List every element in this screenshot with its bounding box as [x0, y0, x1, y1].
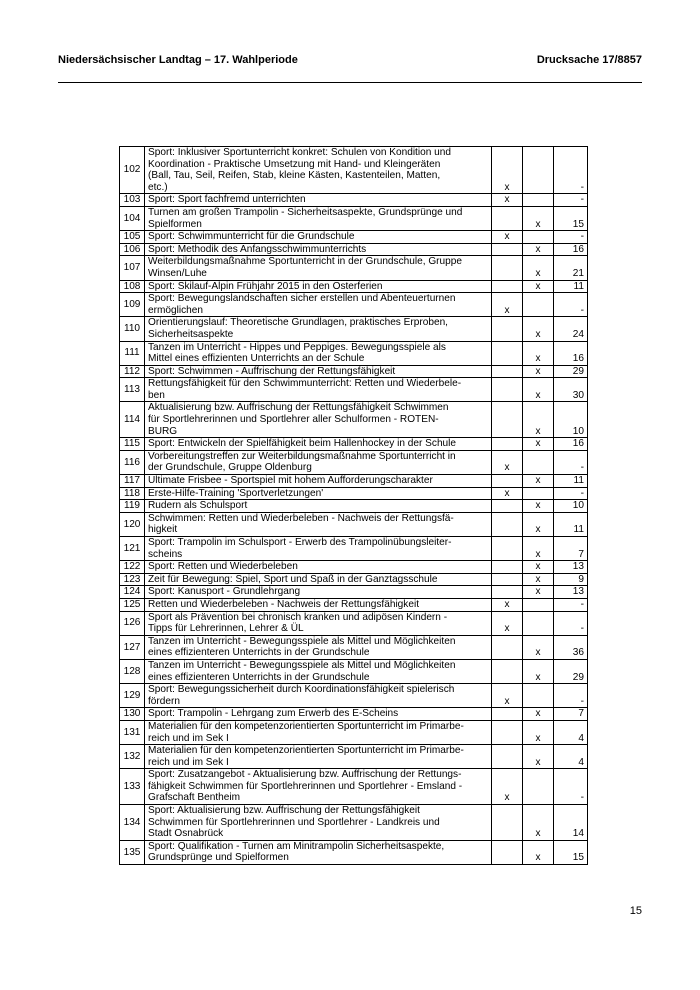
row-number: 102 — [120, 147, 145, 194]
header-title: Niedersächsischer Landtag – 17. Wahlperiode — [58, 54, 298, 66]
course-title — [145, 561, 492, 574]
course-title — [145, 402, 492, 438]
mark-column-2: x — [523, 243, 554, 256]
course-title — [145, 293, 492, 317]
course-title-line: Sport: Bewegungssicherheit durch Koordinationsfähigkeit spielerisch — [148, 684, 455, 696]
course-title — [145, 537, 492, 561]
course-title-line: etc.) — [148, 181, 168, 193]
course-title-line: Sport: Entwickeln der Spielfähigkeit beim Hallenhockey in der Schule — [148, 438, 457, 450]
table-row — [120, 475, 588, 488]
row-number: 126 — [120, 611, 145, 635]
row-number: 131 — [120, 720, 145, 744]
participant-count: - — [554, 231, 588, 244]
mark-column-2: x — [523, 708, 554, 721]
mark-column-2: x — [523, 805, 554, 841]
mark-column-1 — [492, 635, 523, 659]
participant-count: 4 — [554, 720, 588, 744]
course-title — [145, 438, 492, 451]
course-title-line: BURG — [148, 425, 178, 437]
course-title-line: Sport: Schwimmen - Auffrischung der Rettungsfähigkeit — [148, 365, 396, 377]
course-title-line: Sport: Trampolin - Lehrgang zum Erwerb des E-Scheins — [148, 708, 399, 720]
participant-count: 13 — [554, 586, 588, 599]
course-title-line: Weiterbildungsmaßnahme Sportunterricht in der Grundschule, Gruppe — [148, 256, 463, 268]
mark-column-2: x — [523, 537, 554, 561]
mark-column-1: x — [492, 598, 523, 611]
participant-count: 16 — [554, 243, 588, 256]
table-row — [120, 450, 588, 474]
mark-column-2: x — [523, 720, 554, 744]
mark-column-2: x — [523, 256, 554, 280]
row-number: 120 — [120, 512, 145, 536]
course-title — [145, 745, 492, 769]
course-title — [145, 586, 492, 599]
mark-column-2: x — [523, 500, 554, 513]
participant-count: 24 — [554, 317, 588, 341]
participant-count: 7 — [554, 708, 588, 721]
course-title-line: eines effizienteren Unterrichts in der Grundschule — [148, 647, 370, 659]
mark-column-2: x — [523, 659, 554, 683]
row-number: 124 — [120, 586, 145, 599]
course-title-line: Tanzen im Unterricht - Bewegungsspiele als Mittel und Möglichkeiten — [148, 635, 456, 647]
course-title — [145, 256, 492, 280]
mark-column-2 — [523, 684, 554, 708]
course-title — [145, 341, 492, 365]
course-title-line: Tipps für Lehrerinnen, Lehrer & ÜL — [148, 623, 304, 635]
course-title-line: Materialien für den kompetenzorientierten Sportunterricht im Primarbe- — [148, 720, 464, 732]
table-row — [120, 402, 588, 438]
table-row — [120, 635, 588, 659]
table-row — [120, 243, 588, 256]
mark-column-1 — [492, 586, 523, 599]
row-number: 108 — [120, 280, 145, 293]
table-row — [120, 598, 588, 611]
mark-column-1 — [492, 537, 523, 561]
document-number: Drucksache 17/8857 — [536, 54, 642, 66]
course-title — [145, 573, 492, 586]
table-row — [120, 317, 588, 341]
participant-count: - — [554, 194, 588, 207]
mark-column-1 — [492, 402, 523, 438]
mark-column-1 — [492, 720, 523, 744]
row-number: 118 — [120, 487, 145, 500]
mark-column-2 — [523, 231, 554, 244]
row-number: 134 — [120, 805, 145, 841]
row-number: 135 — [120, 840, 145, 864]
course-title-line: Winsen/Luhe — [148, 267, 207, 279]
mark-column-2 — [523, 293, 554, 317]
course-title-line: Sport: Methodik des Anfangsschwimmunterrichts — [148, 243, 367, 255]
mark-column-1 — [492, 341, 523, 365]
mark-column-1 — [492, 500, 523, 513]
course-title-line: Rettungsfähigkeit für den Schwimmunterricht: Retten und Wiederbele- — [148, 378, 462, 390]
mark-column-1 — [492, 805, 523, 841]
course-title-line: reich und im Sek I — [148, 732, 229, 744]
row-number: 110 — [120, 317, 145, 341]
participant-count: 15 — [554, 206, 588, 230]
participant-count: 13 — [554, 561, 588, 574]
course-title-line: ben — [148, 389, 165, 401]
table-row — [120, 561, 588, 574]
participant-count: 30 — [554, 378, 588, 402]
mark-column-1 — [492, 708, 523, 721]
participant-count: 11 — [554, 475, 588, 488]
course-title-line: Rudern als Schulsport — [148, 500, 248, 512]
participant-count: 7 — [554, 537, 588, 561]
course-title — [145, 487, 492, 500]
table-row — [120, 231, 588, 244]
participant-count: 11 — [554, 280, 588, 293]
table-row — [120, 611, 588, 635]
participant-count: - — [554, 147, 588, 194]
table-row — [120, 341, 588, 365]
course-title — [145, 684, 492, 708]
row-number: 114 — [120, 402, 145, 438]
table-row — [120, 840, 588, 864]
course-title-line: Ultimate Frisbee - Sportspiel mit hohem Aufforderungscharakter — [148, 475, 433, 487]
course-title — [145, 147, 492, 194]
table-row — [120, 769, 588, 805]
course-title-line: reich und im Sek I — [148, 756, 229, 768]
mark-column-1 — [492, 659, 523, 683]
mark-column-2 — [523, 147, 554, 194]
mark-column-1: x — [492, 769, 523, 805]
row-number: 123 — [120, 573, 145, 586]
mark-column-1: x — [492, 450, 523, 474]
row-number: 119 — [120, 500, 145, 513]
course-title — [145, 840, 492, 864]
row-number: 105 — [120, 231, 145, 244]
table-row — [120, 720, 588, 744]
course-title — [145, 659, 492, 683]
course-title-line: Tanzen im Unterricht - Bewegungsspiele als Mittel und Möglichkeiten — [148, 659, 456, 671]
table-row — [120, 194, 588, 207]
course-title — [145, 231, 492, 244]
course-title — [145, 769, 492, 805]
course-title-line: scheins — [148, 548, 183, 560]
participant-count: 29 — [554, 659, 588, 683]
course-title-line: Zeit für Bewegung: Spiel, Sport und Spaß in der Ganztagsschule — [148, 573, 438, 585]
row-number: 111 — [120, 341, 145, 365]
course-title — [145, 317, 492, 341]
participant-count: - — [554, 598, 588, 611]
participant-count: 16 — [554, 438, 588, 451]
participant-count: 11 — [554, 512, 588, 536]
table-row — [120, 512, 588, 536]
participant-count: 21 — [554, 256, 588, 280]
mark-column-1 — [492, 475, 523, 488]
page-header — [58, 54, 642, 70]
participant-count: 15 — [554, 840, 588, 864]
mark-column-1: x — [492, 611, 523, 635]
course-title — [145, 243, 492, 256]
mark-column-1 — [492, 378, 523, 402]
mark-column-2: x — [523, 365, 554, 378]
table-row — [120, 745, 588, 769]
course-title — [145, 512, 492, 536]
row-number: 112 — [120, 365, 145, 378]
mark-column-1: x — [492, 293, 523, 317]
course-title-line: Sicherheitsaspekte — [148, 328, 234, 340]
participant-count: - — [554, 487, 588, 500]
mark-column-2: x — [523, 341, 554, 365]
mark-column-2 — [523, 769, 554, 805]
course-title — [145, 500, 492, 513]
course-title — [145, 720, 492, 744]
table-row — [120, 206, 588, 230]
course-title — [145, 450, 492, 474]
row-number: 113 — [120, 378, 145, 402]
mark-column-2: x — [523, 206, 554, 230]
course-title-line: Vorbereitungstreffen zur Weiterbildungsmaßnahme Sportunterricht in — [148, 450, 456, 462]
course-title-line: Schwimmen für Sportlehrerinnen und Sportlehrer - Landkreis und — [148, 816, 440, 828]
mark-column-2: x — [523, 280, 554, 293]
mark-column-1 — [492, 365, 523, 378]
participant-count: 9 — [554, 573, 588, 586]
participant-count: - — [554, 293, 588, 317]
participant-count: - — [554, 769, 588, 805]
participant-count: - — [554, 611, 588, 635]
mark-column-2: x — [523, 378, 554, 402]
row-number: 117 — [120, 475, 145, 488]
mark-column-1: x — [492, 231, 523, 244]
course-title — [145, 206, 492, 230]
row-number: 106 — [120, 243, 145, 256]
row-number: 128 — [120, 659, 145, 683]
course-title-line: Spielformen — [148, 218, 202, 230]
mark-column-2: x — [523, 475, 554, 488]
mark-column-2 — [523, 487, 554, 500]
table-row — [120, 438, 588, 451]
table-row — [120, 500, 588, 513]
course-title-line: Sport: Qualifikation - Turnen am Minitrampolin Sicherheitsaspekte, — [148, 840, 445, 852]
mark-column-1: x — [492, 194, 523, 207]
mark-column-2: x — [523, 512, 554, 536]
table-row — [120, 573, 588, 586]
course-title-line: (Ball, Tau, Seil, Reifen, Stab, kleine Kästen, Kastenteilen, Matten, — [148, 170, 441, 182]
mark-column-2: x — [523, 317, 554, 341]
mark-column-1 — [492, 280, 523, 293]
table-row — [120, 586, 588, 599]
course-title-line: Erste-Hilfe-Training 'Sportverletzungen' — [148, 487, 324, 499]
course-title-line: Turnen am großen Trampolin - Sicherheitsaspekte, Grundsprünge und — [148, 206, 463, 218]
table-row — [120, 256, 588, 280]
mark-column-1 — [492, 512, 523, 536]
course-title-line: Sport: Inklusiver Sportunterricht konkret: Schulen von Kondition und — [148, 147, 451, 158]
mark-column-2 — [523, 598, 554, 611]
row-number: 122 — [120, 561, 145, 574]
mark-column-1 — [492, 438, 523, 451]
mark-column-1 — [492, 243, 523, 256]
mark-column-1: x — [492, 487, 523, 500]
course-title — [145, 598, 492, 611]
course-table-body — [120, 147, 588, 865]
course-title — [145, 611, 492, 635]
row-number: 104 — [120, 206, 145, 230]
mark-column-1 — [492, 317, 523, 341]
mark-column-1 — [492, 256, 523, 280]
course-title — [145, 475, 492, 488]
row-number: 116 — [120, 450, 145, 474]
header-rule — [58, 82, 642, 83]
course-title-line: der Grundschule, Gruppe Oldenburg — [148, 462, 312, 474]
participant-count: 10 — [554, 500, 588, 513]
table-row — [120, 659, 588, 683]
table-row — [120, 537, 588, 561]
row-number: 129 — [120, 684, 145, 708]
mark-column-2 — [523, 194, 554, 207]
mark-column-2 — [523, 450, 554, 474]
mark-column-2: x — [523, 635, 554, 659]
mark-column-1 — [492, 561, 523, 574]
table-row — [120, 708, 588, 721]
course-title-line: Stadt Osnabrück — [148, 828, 224, 840]
course-title-line: fähigkeit Schwimmen für Sportlehrerinnen und Sportlehrer - Emsland - — [148, 780, 463, 792]
course-title — [145, 635, 492, 659]
course-title-line: Sport: Retten und Wiederbeleben — [148, 561, 298, 573]
mark-column-2: x — [523, 561, 554, 574]
table-row — [120, 147, 588, 194]
participant-count: - — [554, 684, 588, 708]
course-title-line: Orientierungslauf: Theoretische Grundlagen, praktisches Erproben, — [148, 317, 448, 329]
course-title-line: ermöglichen — [148, 304, 203, 316]
course-title-line: higkeit — [148, 524, 178, 536]
course-title-line: Sport: Kanusport - Grundlehrgang — [148, 586, 301, 598]
course-table — [119, 146, 588, 865]
course-title-line: Sport: Trampolin im Schulsport - Erwerb des Trampolinübungsleiter- — [148, 537, 452, 548]
table-row — [120, 293, 588, 317]
table-row — [120, 805, 588, 841]
participant-count: 4 — [554, 745, 588, 769]
course-title — [145, 708, 492, 721]
mark-column-1 — [492, 840, 523, 864]
course-title-line: für Sportlehrerinnen und Sportlehrer aller Schulformen - ROTEN- — [148, 414, 439, 426]
course-title-line: Sport: Bewegungslandschaften sicher erstellen und Abenteuerturnen — [148, 293, 456, 305]
mark-column-1 — [492, 206, 523, 230]
course-title-line: Sport: Zusatzangebot - Aktualisierung bzw. Auffrischung der Rettungs- — [148, 769, 462, 781]
course-title-line: fördern — [148, 695, 180, 707]
table-row — [120, 684, 588, 708]
course-title-line: Materialien für den kompetenzorientierten Sportunterricht im Primarbe- — [148, 745, 464, 757]
course-title-line: Mittel eines effizienten Unterrichts an der Schule — [148, 353, 365, 365]
row-number: 121 — [120, 537, 145, 561]
row-number: 125 — [120, 598, 145, 611]
mark-column-2: x — [523, 586, 554, 599]
course-title — [145, 365, 492, 378]
mark-column-1 — [492, 745, 523, 769]
course-title — [145, 280, 492, 293]
course-title — [145, 194, 492, 207]
row-number: 127 — [120, 635, 145, 659]
table-row — [120, 365, 588, 378]
mark-column-2 — [523, 611, 554, 635]
row-number: 115 — [120, 438, 145, 451]
row-number: 133 — [120, 769, 145, 805]
course-title-line: Grafschaft Bentheim — [148, 792, 241, 804]
course-title-line: Koordination - Praktische Umsetzung mit Hand- und Kleingeräten — [148, 158, 441, 170]
page-number: 15 — [629, 905, 642, 917]
participant-count: - — [554, 450, 588, 474]
table-row — [120, 487, 588, 500]
course-title-line: Sport: Sport fachfremd unterrichten — [148, 194, 306, 206]
participant-count: 14 — [554, 805, 588, 841]
course-title-line: Tanzen im Unterricht - Hippes und Peppiges. Bewegungsspiele als — [148, 341, 446, 353]
participant-count: 10 — [554, 402, 588, 438]
mark-column-2: x — [523, 438, 554, 451]
row-number: 107 — [120, 256, 145, 280]
mark-column-2: x — [523, 745, 554, 769]
mark-column-1: x — [492, 147, 523, 194]
course-title-line: Grundsprünge und Spielformen — [148, 852, 289, 864]
course-title — [145, 805, 492, 841]
course-title-line: eines effizienteren Unterrichts in der Grundschule — [148, 671, 370, 683]
mark-column-1: x — [492, 684, 523, 708]
row-number: 109 — [120, 293, 145, 317]
course-title-line: Aktualisierung bzw. Auffrischung der Rettungsfähigkeit Schwimmen — [148, 402, 449, 414]
course-title-line: Retten und Wiederbeleben - Nachweis der Rettungsfähigkeit — [148, 598, 420, 610]
course-title-line: Sport: Skilauf-Alpin Frühjahr 2015 in den Osterferien — [148, 280, 383, 292]
mark-column-2: x — [523, 402, 554, 438]
row-number: 103 — [120, 194, 145, 207]
row-number: 130 — [120, 708, 145, 721]
course-title-line: Sport: Aktualisierung bzw. Auffrischung der Rettungsfähigkeit — [148, 805, 420, 817]
course-title-line: Schwimmen: Retten und Wiederbeleben - Nachweis der Rettungsfä- — [148, 512, 454, 524]
mark-column-1 — [492, 573, 523, 586]
course-title-line: Sport: Schwimmunterricht für die Grundschule — [148, 231, 355, 243]
row-number: 132 — [120, 745, 145, 769]
mark-column-2: x — [523, 840, 554, 864]
participant-count: 16 — [554, 341, 588, 365]
table-row — [120, 280, 588, 293]
course-title-line: Sport als Prävention bei chronisch kranken und adipösen Kindern - — [148, 611, 448, 623]
participant-count: 29 — [554, 365, 588, 378]
participant-count: 36 — [554, 635, 588, 659]
course-title — [145, 378, 492, 402]
table-row — [120, 378, 588, 402]
mark-column-2: x — [523, 573, 554, 586]
